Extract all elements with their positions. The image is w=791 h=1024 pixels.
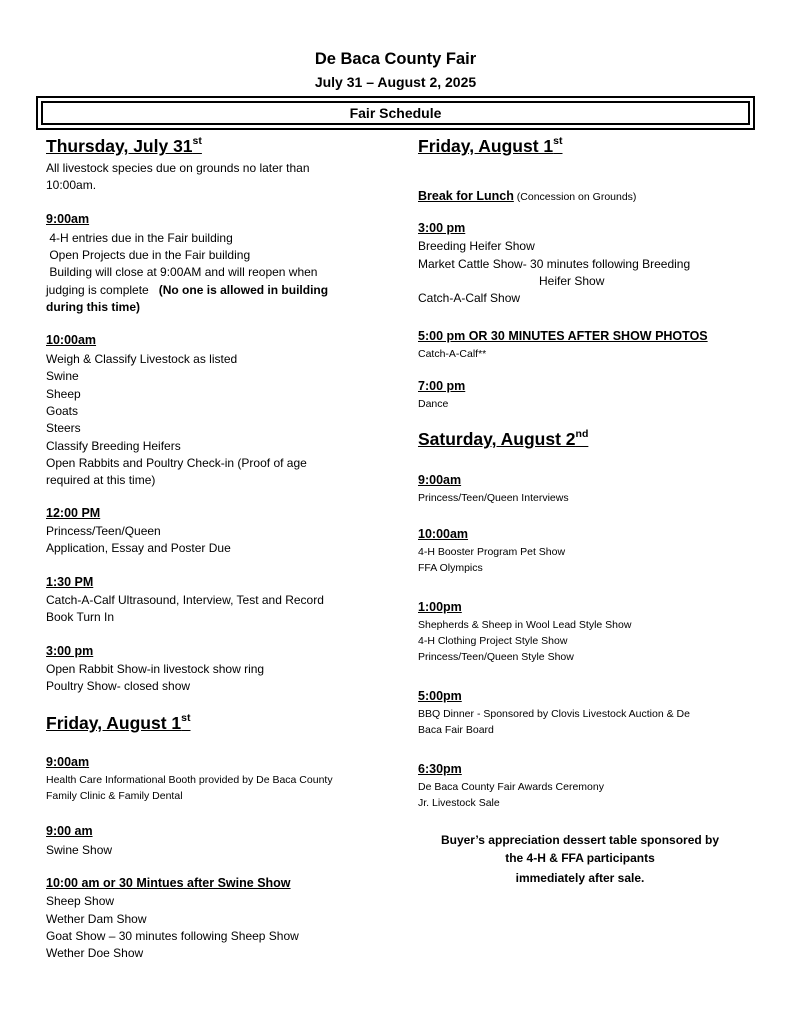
time-heading: 7:00 pm: [418, 379, 466, 393]
page-title: De Baca County Fair: [314, 50, 477, 68]
lunch-break: [418, 187, 636, 205]
fair-dates: July 31 – August 2, 2025: [314, 74, 477, 90]
day-suffix: nd: [575, 428, 589, 441]
day-label: Thursday, July 31: [46, 136, 193, 156]
time-heading: 9:00 am: [46, 824, 93, 838]
schedule-line: Princess/Teen/Queen Style Show: [418, 651, 574, 663]
schedule-line: Application, Essay and Poster Due: [46, 541, 231, 555]
intro-line: All livestock species due on grounds no later than: [46, 161, 310, 175]
banner-title: Fair Schedule: [41, 101, 750, 125]
schedule-line: Wether Doe Show: [46, 946, 144, 960]
closing-note: Buyer’s appreciation dessert table sponsored by: [440, 833, 720, 847]
schedule-line: Goats: [46, 404, 79, 418]
schedule-line: Classify Breeding Heifers: [46, 439, 181, 453]
schedule-line: De Baca County Fair Awards Ceremony: [418, 781, 604, 793]
schedule-line: Building will close at 9:00AM and will reopen when: [46, 265, 318, 279]
time-heading: 3:00 pm: [46, 644, 94, 658]
schedule-line: Princess/Teen/Queen Interviews: [418, 492, 569, 504]
schedule-line: Sheep Show: [46, 894, 115, 908]
schedule-line: 4-H Clothing Project Style Show: [418, 635, 568, 647]
schedule-line: Poultry Show- closed show: [46, 679, 191, 693]
day-label: Saturday, August 2: [418, 429, 576, 449]
schedule-line: Catch-A-Calf Show: [418, 291, 521, 305]
schedule-line: Family Clinic & Family Dental: [46, 790, 183, 802]
schedule-line: Weigh & Classify Livestock as listed: [46, 352, 238, 366]
schedule-line: Swine: [46, 369, 79, 383]
schedule-line: Wether Dam Show: [46, 912, 147, 926]
schedule-line: Book Turn In: [46, 610, 115, 624]
schedule-line: Breeding Heifer Show: [418, 239, 535, 253]
schedule-line: Market Cattle Show- 30 minutes following Breeding: [418, 257, 691, 271]
schedule-line: Heifer Show: [539, 274, 605, 288]
intro-line: 10:00am.: [46, 178, 97, 192]
lunch-heading: Break for Lunch: [418, 189, 514, 203]
day-suffix: st: [181, 712, 191, 725]
friday-heading: [46, 713, 191, 734]
schedule-line: 4-H Booster Program Pet Show: [418, 546, 566, 558]
time-heading: 5:00 pm OR 30 MINUTES AFTER SHOW PHOTOS: [418, 329, 708, 343]
time-heading: 3:00 pm: [418, 221, 466, 235]
schedule-line: Goat Show – 30 minutes following Sheep Show: [46, 929, 299, 943]
closing-note: the 4-H & FFA participants: [505, 851, 655, 865]
notice-text: during this time): [46, 300, 140, 314]
lunch-note: (Concession on Grounds): [513, 191, 637, 203]
schedule-line: Dance: [418, 398, 449, 410]
time-heading: 1:00pm: [418, 600, 462, 614]
day-label: Friday, August 1: [418, 136, 554, 156]
time-heading: 10:00am: [46, 333, 97, 347]
schedule-line: [46, 282, 328, 299]
time-heading: 9:00am: [46, 212, 90, 226]
schedule-line: Shepherds & Sheep in Wool Lead Style Show: [418, 619, 632, 631]
schedule-line: Catch-A-Calf Ultrasound, Interview, Test and Record: [46, 593, 324, 607]
friday-heading: [418, 136, 563, 157]
schedule-line: BBQ Dinner - Sponsored by Clovis Livestock Auction & De: [418, 708, 690, 720]
time-heading: 12:00 PM: [46, 506, 101, 520]
saturday-heading: [418, 429, 588, 450]
notice-text: (No one is allowed in building: [158, 283, 329, 297]
time-heading: 5:00pm: [418, 689, 462, 703]
schedule-line: Open Rabbit Show-in livestock show ring: [46, 662, 265, 676]
time-heading: 10:00 am or 30 Mintues after Swine Show: [46, 876, 291, 890]
thursday-heading: [46, 136, 202, 157]
time-heading: 9:00am: [418, 473, 462, 487]
day-suffix: st: [192, 135, 202, 148]
schedule-line: Steers: [46, 421, 81, 435]
schedule-line: Princess/Teen/Queen: [46, 524, 161, 538]
line-text: judging is complete: [46, 283, 159, 297]
schedule-line: 4-H entries due in the Fair building: [46, 231, 233, 245]
closing-note: immediately after sale.: [515, 871, 645, 885]
schedule-line: Swine Show: [46, 843, 113, 857]
schedule-line: Health Care Informational Booth provided by De Baca County: [46, 774, 333, 786]
time-heading: 10:00am: [418, 527, 469, 541]
schedule-line: Open Projects due in the Fair building: [46, 248, 251, 262]
schedule-banner: [36, 96, 755, 130]
time-heading: 9:00am: [46, 755, 90, 769]
schedule-line: FFA Olympics: [418, 562, 483, 574]
schedule-line: Sheep: [46, 387, 81, 401]
schedule-line: required at this time): [46, 473, 156, 487]
schedule-line: Jr. Livestock Sale: [418, 797, 500, 809]
schedule-line: Baca Fair Board: [418, 724, 494, 736]
day-label: Friday, August 1: [46, 713, 182, 733]
schedule-line: Catch-A-Calf**: [418, 348, 487, 360]
schedule-line: Open Rabbits and Poultry Check-in (Proof of age: [46, 456, 307, 470]
day-suffix: st: [553, 135, 563, 148]
time-heading: 6:30pm: [418, 762, 462, 776]
time-heading: 1:30 PM: [46, 575, 94, 589]
